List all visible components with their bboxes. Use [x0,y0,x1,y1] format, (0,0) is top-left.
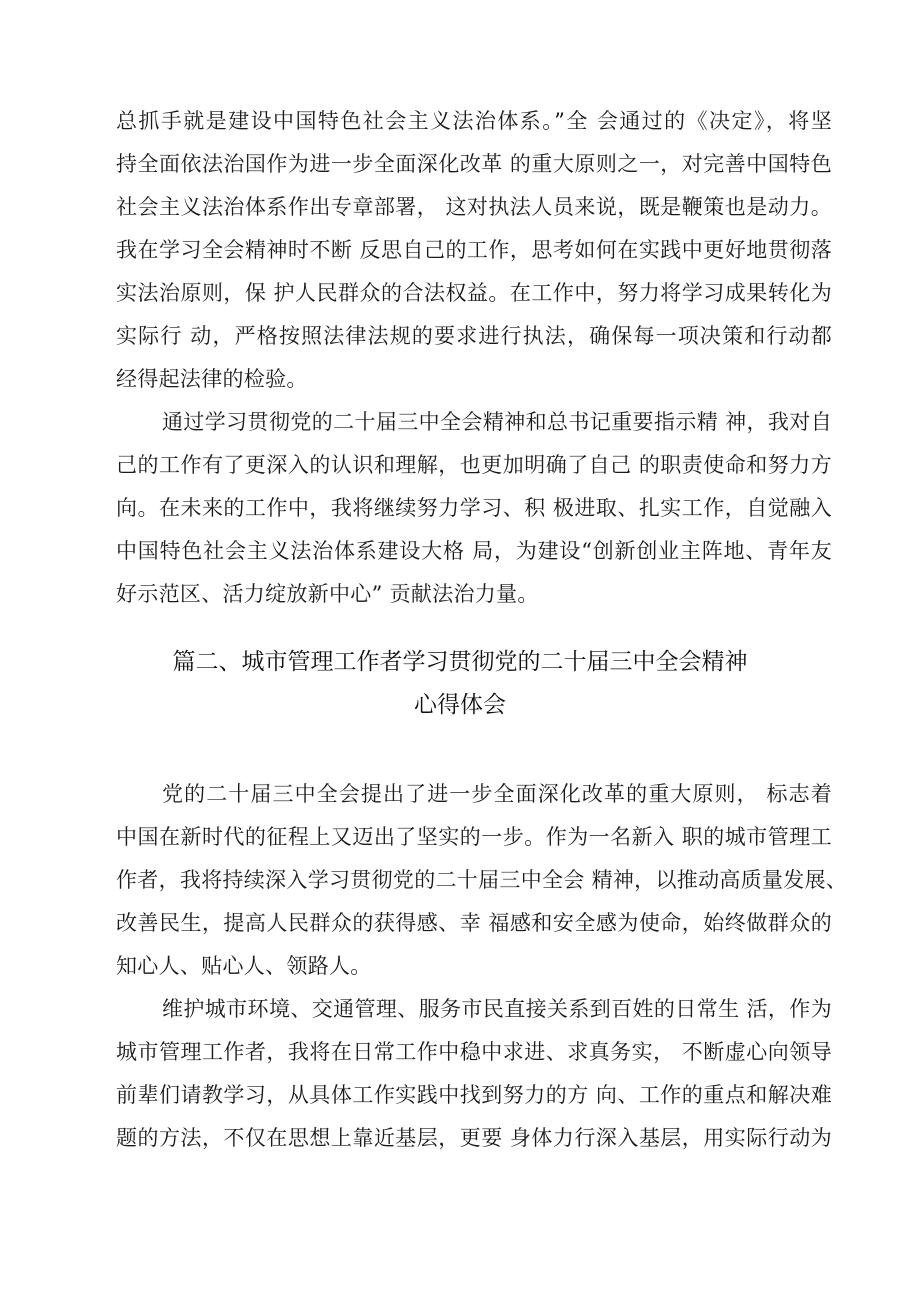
paragraph-line: 持全面依法治国作为进一步全面深化改革 的重大原则之一，对完善中国特色 [116,152,832,176]
paragraph-line: 通过学习贯彻党的二十届三中全会精神和总书记重要指示精 神，我对自 [162,410,832,434]
paragraph-line: 知心人、贴心人、领路人。 [116,954,372,978]
paragraph-line: 好示范区、活力绽放新中心” 贡献法治力量。 [116,582,539,606]
paragraph-line: 中国在新时代的征程上又迈出了坚实的一步。作为一名新入 职的城市管理工 [116,825,832,849]
section-title: 心得体会 [414,692,506,718]
paragraph-line: 我在学习全会精神时不断 反思自己的工作，思考如何在实践中更好地贯彻落 [116,238,832,262]
paragraph-line: 经得起法律的检验。 [116,367,308,391]
paragraph-line: 题的方法，不仅在思想上靠近基层，更要 身体力行深入基层，用实际行动为 [116,1126,832,1150]
paragraph-line: 总抓手就是建设中国特色社会主义法治体系。”全 会通过的《决定》，将坚 [116,109,832,133]
paragraph-line: 改善民生，提高人民群众的获得感、幸 福感和安全感为使命，始终做群众的 [116,911,832,935]
paragraph-line: 作者，我将持续深入学习贯彻党的二十届三中全会 精神，以推动高质量发展、 [116,868,848,892]
paragraph-line: 党的二十届三中全会提出了进一步全面深化改革的重大原则， 标志着 [162,782,832,806]
paragraph-line: 向。在未来的工作中，我将继续努力学习、积 极进取、扎实工作，自觉融入 [116,496,832,520]
paragraph-line: 维护城市环境、交通管理、服务市民直接关系到百姓的日常生 活，作为 [162,997,832,1021]
paragraph-line: 前辈们请教学习，从具体工作实践中找到努力的方 向、工作的重点和解决难 [116,1083,832,1107]
paragraph-line: 城市管理工作者，我将在日常工作中稳中求进、求真务实， 不断虚心向领导 [116,1040,832,1064]
paragraph-line: 实际行 动，严格按照法律法规的要求进行执法，确保每一项决策和行动都 [116,324,832,348]
paragraph-line: 实法治原则，保 护人民群众的合法权益。在工作中，努力将学习成果转化为 [116,281,832,305]
paragraph-line: 社会主义法治体系作出专章部署， 这对执法人员来说，既是鞭策也是动力。 [116,195,832,219]
paragraph-line: 己的工作有了更深入的认识和理解，也更加明确了自己 的职责使命和努力方 [116,453,832,477]
section-title: 篇二、城市管理工作者学习贯彻党的二十届三中全会精神 [172,649,748,675]
paragraph-line: 中国特色社会主义法治体系建设大格 局，为建设“创新创业主阵地、青年友 [116,539,832,563]
